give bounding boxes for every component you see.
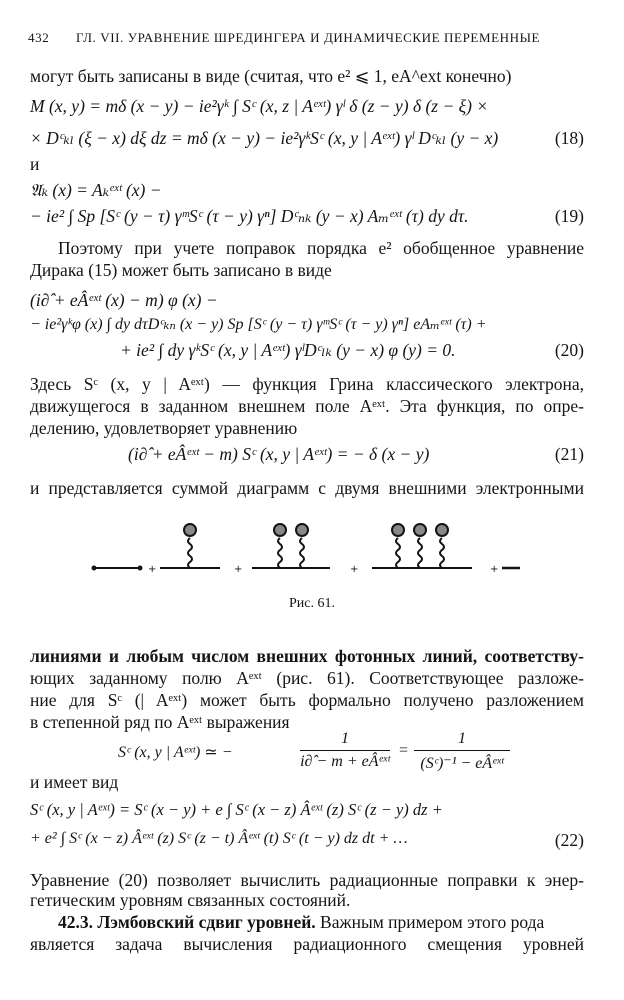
- fraction-2-numerator: 1: [458, 730, 466, 747]
- section-title: 42.3. Лэмбовский сдвиг уровней.: [58, 912, 316, 932]
- paragraph-line: и представляется суммой диаграмм с двумя внешними электронными: [30, 478, 584, 498]
- running-title: ГЛ. VII. УРАВНЕНИЕ ШРЕДИНГЕРА И ДИНАМИЧЕСКИЕ ПЕРЕМЕННЫЕ: [76, 30, 541, 45]
- feynman-diagram-figure: [80, 510, 540, 590]
- equation-18-line-2: × Dᶜₖₗ (ξ − x) dξ dz = mδ (x − y) − ie²γᵏSᶜ (x, y | Aᵉˣᵗ) γˡ Dᶜₖₗ (y − x): [30, 128, 499, 148]
- external-field-vertex: [414, 524, 426, 536]
- text-line: могут быть записаны в виде (считая, что e² ⩽ 1, eA^ext конечно): [30, 66, 512, 86]
- external-field-vertex: [274, 524, 286, 536]
- text-line: и: [30, 154, 40, 174]
- fraction-2: [414, 730, 510, 773]
- equation-20-line-2: − ie²γᵏφ (x) ∫ dy dτDᶜₖₙ (x − y) Sp [Sᶜ (y − τ) γᵐSᶜ (τ − y) γⁿ] eAₘᵉˣᵗ (τ) +: [30, 316, 487, 333]
- fraction-2-denominator: (Sᶜ)⁻¹ − eÂᵉˣᵗ: [420, 755, 504, 772]
- paragraph-line: ние для Sᶜ (| Aᵉˣᵗ) может быть формально получено разложением: [30, 690, 584, 710]
- figure-caption: Рис. 61.: [289, 596, 335, 611]
- running-header: [28, 30, 584, 52]
- photon-line: [300, 538, 304, 568]
- equation-number-21: (21): [554, 444, 584, 464]
- svg-text:+: +: [234, 564, 243, 575]
- equation-22-line-2: + e² ∫ Sᶜ (x − z) Âᵉˣᵗ (z) Sᶜ (z − t) Âᵉˣᵗ (t) Sᶜ (t − y) dz dt + …: [30, 830, 408, 847]
- external-field-vertex: [436, 524, 448, 536]
- photon-line: [396, 538, 400, 568]
- fraction-1-numerator: 1: [341, 730, 349, 747]
- equation-22-line-1: Sᶜ (x, y | Aᵉˣᵗ) = Sᶜ (x − y) + e ∫ Sᶜ (x − z) Âᵉˣᵗ (z) Sᶜ (z − y) dz +: [30, 800, 443, 819]
- paragraph-line: является задача вычисления радиационного смещения уровней: [30, 934, 584, 954]
- paragraph-line: линиями и любым числом внешних фотонных линий, соответству-: [30, 646, 584, 666]
- paragraph-line: Уравнение (20) позволяет вычислить радиационные поправки к энер-: [30, 870, 584, 890]
- equation-number-19: (19): [554, 206, 584, 226]
- paragraph-line: в степенной ряд по Aᵉˣᵗ выражения: [30, 712, 290, 732]
- svg-text:+: +: [148, 564, 157, 575]
- svg-text:+: +: [490, 564, 499, 575]
- text-line: и имеет вид: [30, 772, 119, 792]
- paragraph-line: гетическим уровням связанных состояний.: [30, 890, 351, 910]
- page-number: 432: [28, 30, 50, 45]
- external-field-vertex: [296, 524, 308, 536]
- section-text: Важным примером этого рода: [315, 912, 545, 932]
- external-field-vertex: [184, 524, 196, 536]
- equation-21: (i∂̂ + eÂᵉˣᵗ − m) Sᶜ (x, y | Aᵉˣᵗ) = − δ (x − y): [128, 444, 430, 464]
- equation-number-22: (22): [554, 830, 584, 850]
- equation-19-line-1: 𝔄ₖ (x) = Aₖᵉˣᵗ (x) −: [30, 180, 162, 200]
- photon-line: [188, 538, 192, 568]
- fraction-1: [300, 730, 390, 771]
- equation-20-line-1: (i∂̂ + eÂᵉˣᵗ (x) − m) φ (x) −: [30, 290, 218, 310]
- equation-number-20: (20): [554, 340, 584, 360]
- paragraph-line: Здесь Sᶜ (x, y | Aᵉˣᵗ) — функция Грина классического электрона,: [30, 374, 584, 394]
- equals-sign: =: [398, 742, 409, 759]
- paragraph-line: Поэтому при учете поправок порядка e² обобщенное уравнение: [58, 238, 584, 258]
- photon-line: [418, 538, 422, 568]
- external-field-vertex: [392, 524, 404, 536]
- paragraph-line: ющих заданному полю Aᵉˣᵗ (рис. 61). Соответствующее разложе-: [30, 668, 584, 688]
- svg-text:+: +: [350, 564, 359, 575]
- equation-19-line-2: − ie² ∫ Sp [Sᶜ (y − τ) γᵐSᶜ (τ − y) γⁿ] Dᶜₙₖ (y − x) Aₘᵉˣᵗ (τ) dy dτ.: [30, 206, 469, 226]
- equation-20-line-3: + ie² ∫ dy γᵏSᶜ (x, y | Aᵉˣᵗ) γˡDᶜₗₖ (y − x) φ (y) = 0.: [120, 340, 456, 360]
- fraction-1-denominator: i∂̂ − m + eÂᵉˣᵗ: [300, 753, 390, 770]
- paragraph-line: Дирака (15) может быть записано в виде: [30, 260, 332, 280]
- equation-number-18: (18): [554, 128, 584, 148]
- series-lhs: Sᶜ (x, y | Aᵉˣᵗ) ≃ −: [118, 744, 233, 761]
- photon-line: [278, 538, 282, 568]
- section-heading-line: [58, 912, 584, 933]
- photon-line: [440, 538, 444, 568]
- equation-18-line-1: M (x, y) = mδ (x − y) − ie²γᵏ ∫ Sᶜ (x, z | Aᵉˣᵗ) γˡ δ (z − y) δ (z − ξ) ×: [30, 96, 489, 116]
- paragraph-line: движущегося в заданном внешнем поле Aᵉˣᵗ. Эта функция, по опре-: [30, 396, 584, 416]
- paragraph-line: делению, удовлетворяет уравнению: [30, 418, 298, 438]
